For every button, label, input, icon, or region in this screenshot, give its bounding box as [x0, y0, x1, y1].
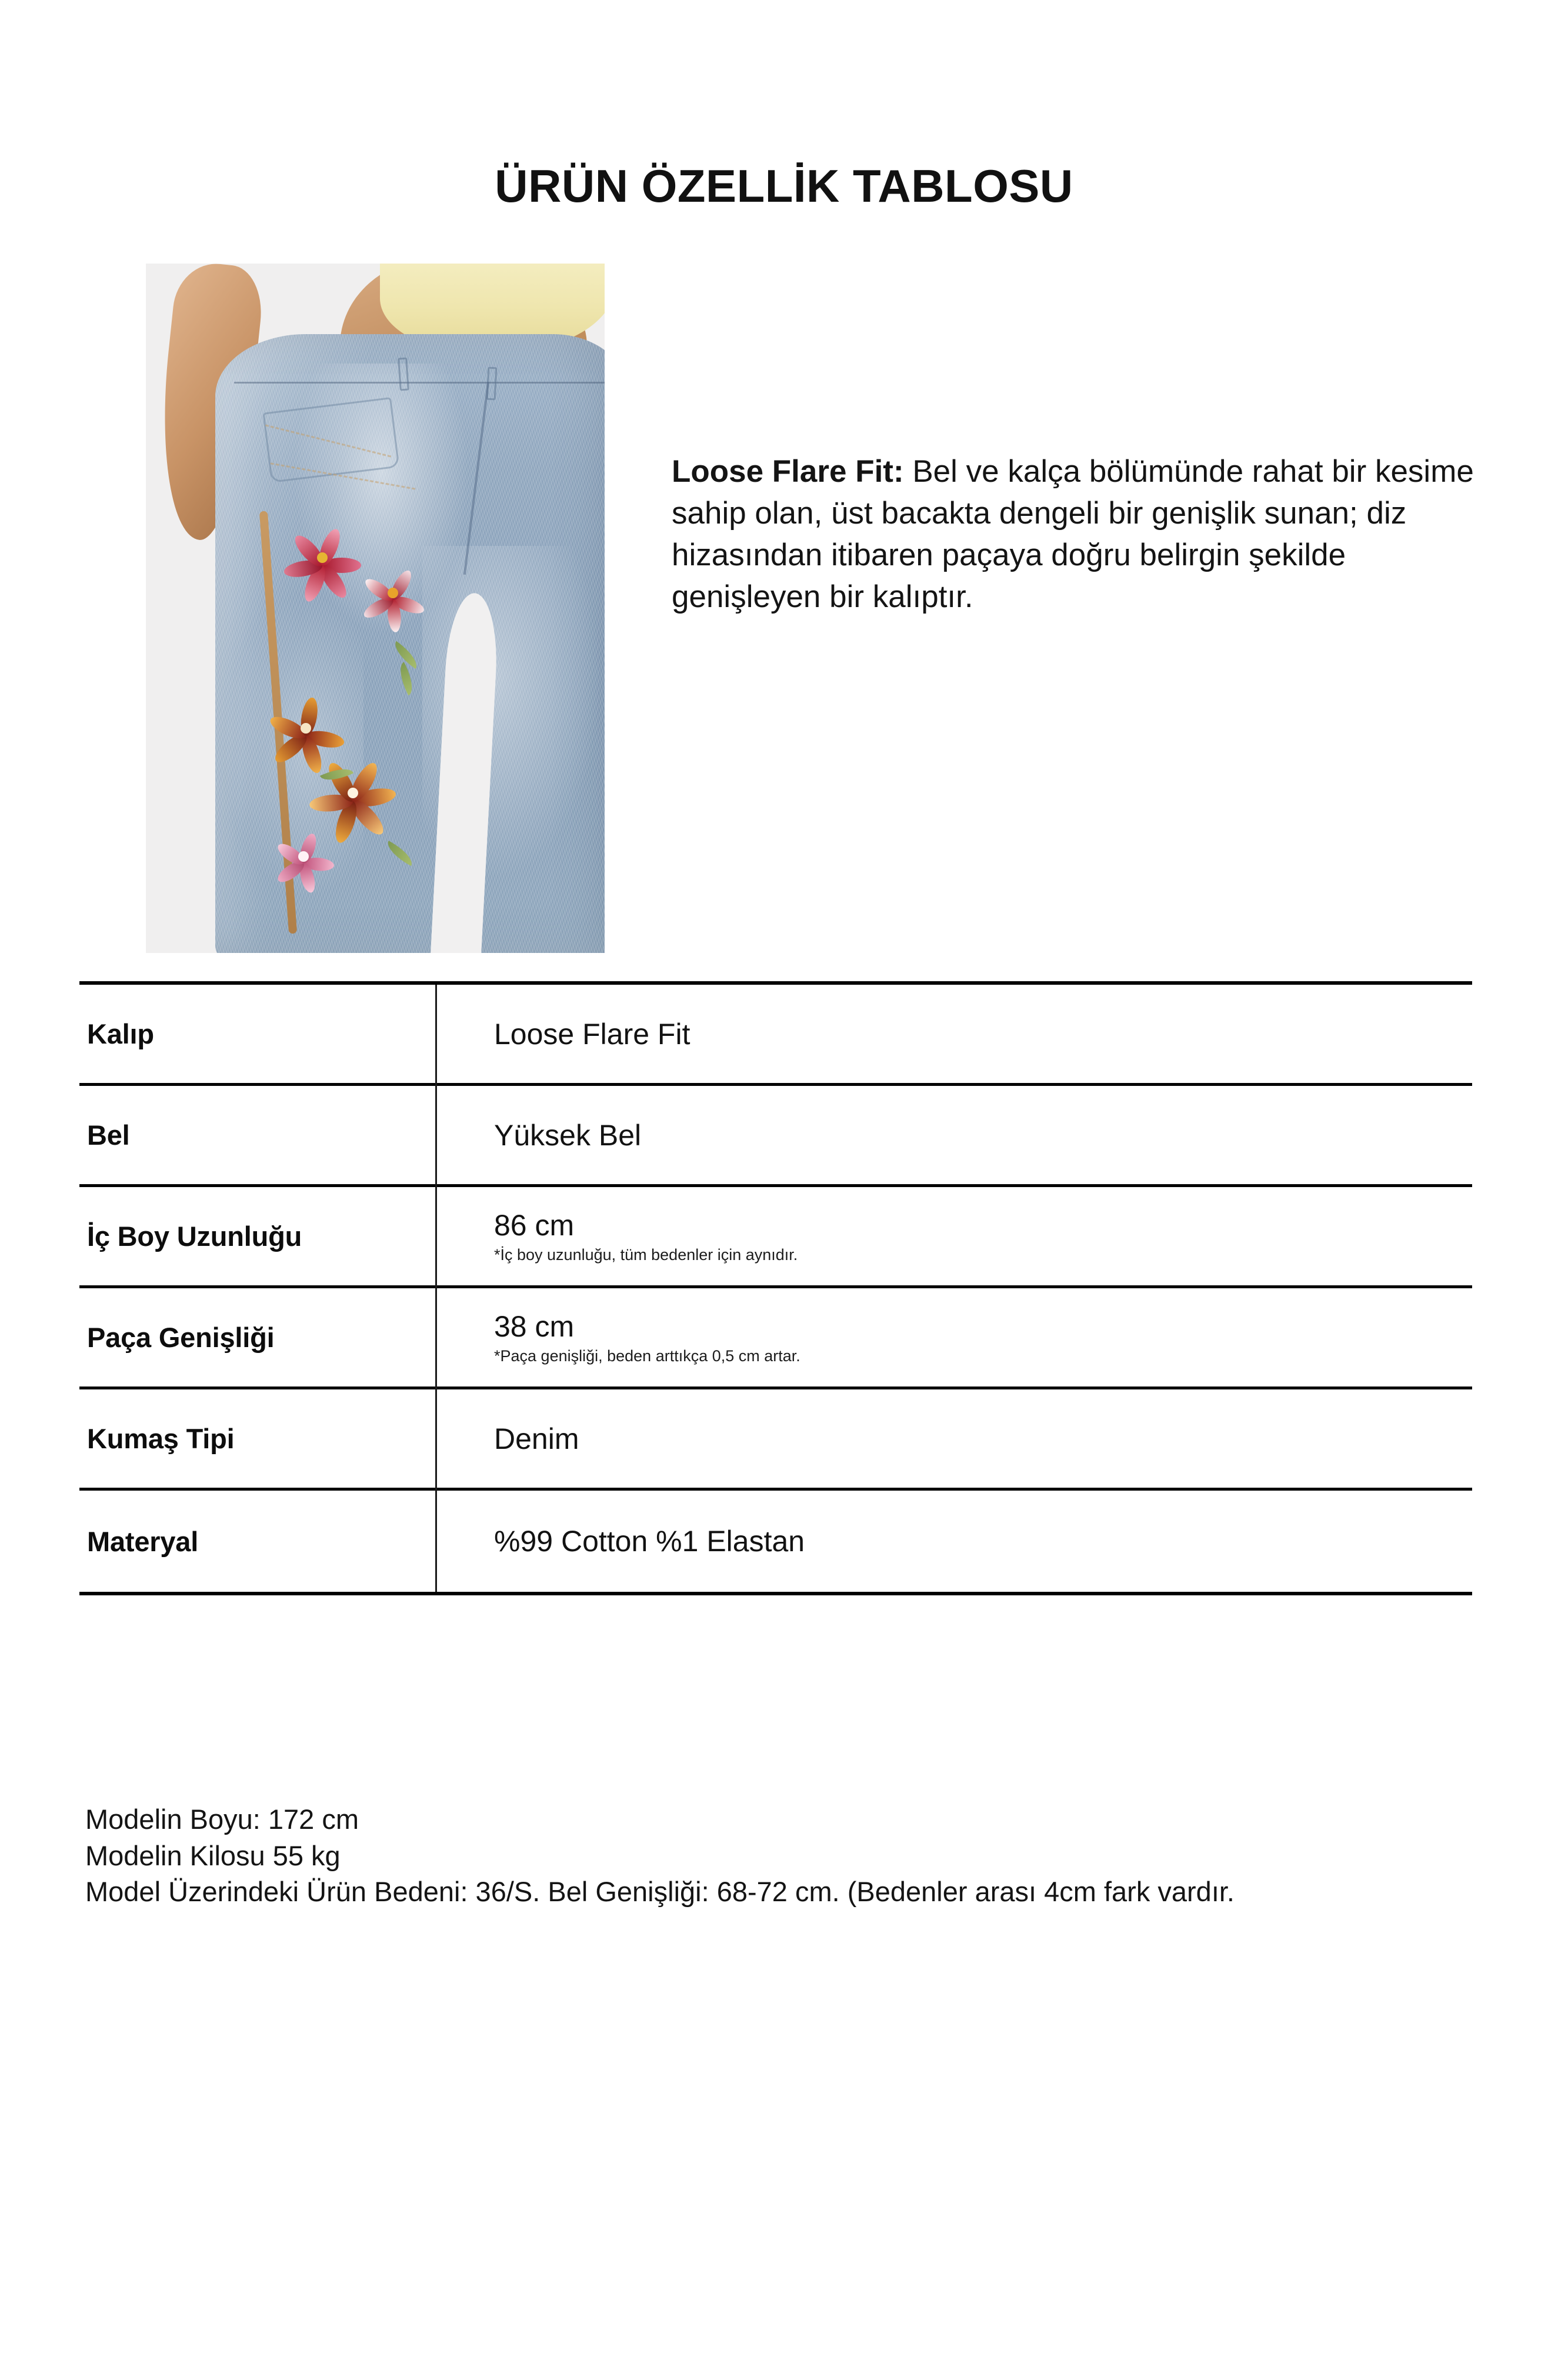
- spec-value: [435, 1118, 1472, 1152]
- model-height: Modelin Boyu: 172 cm: [85, 1804, 359, 1835]
- table-row: [79, 1187, 1472, 1288]
- spec-value: [435, 1422, 1472, 1456]
- spec-value-note: *Paça genişliği, beden arttıkça 0,5 cm artar.: [494, 1347, 800, 1365]
- spec-value-text: Denim: [494, 1422, 579, 1455]
- spec-label: Paça Genişliği: [87, 1322, 275, 1353]
- spec-value-text: Yüksek Bel: [494, 1118, 642, 1152]
- spec-value: [435, 1017, 1472, 1051]
- spec-label: İç Boy Uzunluğu: [87, 1221, 302, 1252]
- spec-value: [435, 1309, 1472, 1365]
- model-weight: Modelin Kilosu 55 kg: [85, 1839, 341, 1871]
- spec-value-text: 38 cm: [494, 1310, 575, 1343]
- table-row: [79, 985, 1472, 1086]
- page-title: ÜRÜN ÖZELLİK TABLOSU: [495, 160, 1073, 212]
- table-row: [79, 1491, 1472, 1592]
- model-measurements: [85, 1801, 1509, 1910]
- table-row: [79, 1086, 1472, 1187]
- spec-label: Kalıp: [87, 1018, 154, 1049]
- spec-value: [435, 1208, 1472, 1264]
- denim-waistband: [234, 341, 605, 384]
- product-image: [146, 264, 605, 953]
- product-description: [672, 451, 1495, 618]
- spec-label: Kumaş Tipi: [87, 1423, 235, 1454]
- spec-value-text: Loose Flare Fit: [494, 1017, 690, 1051]
- table-row: [79, 1288, 1472, 1389]
- table-row: [79, 1389, 1472, 1491]
- model-worn-size: Model Üzerindeki Ürün Bedeni: 36/S. Bel Genişliği: 68-72 cm. (Bedenler arası 4cm fark vardır.: [85, 1876, 1235, 1908]
- spec-value: [435, 1524, 1472, 1558]
- table-bottom-rule: [79, 1592, 1472, 1595]
- product-description-body: Bel ve kalça bölümünde rahat bir kesime sahip olan, üst bacakta dengeli bir genişlik sunan; diz hizasından itibaren paçaya doğru belirgin şekilde genişleyen bir kalıptır.: [672, 454, 1474, 615]
- spec-value-note: *İç boy uzunluğu, tüm bedenler için aynıdır.: [494, 1246, 798, 1264]
- product-description-lead: Loose Flare Fit:: [672, 454, 904, 489]
- table-body: [79, 985, 1472, 1592]
- spec-value-text: 86 cm: [494, 1209, 575, 1242]
- spec-label: Bel: [87, 1119, 130, 1151]
- product-spec-table: [79, 981, 1472, 1595]
- spec-value-text: %99 Cotton %1 Elastan: [494, 1525, 805, 1558]
- spec-label: Materyal: [87, 1525, 199, 1557]
